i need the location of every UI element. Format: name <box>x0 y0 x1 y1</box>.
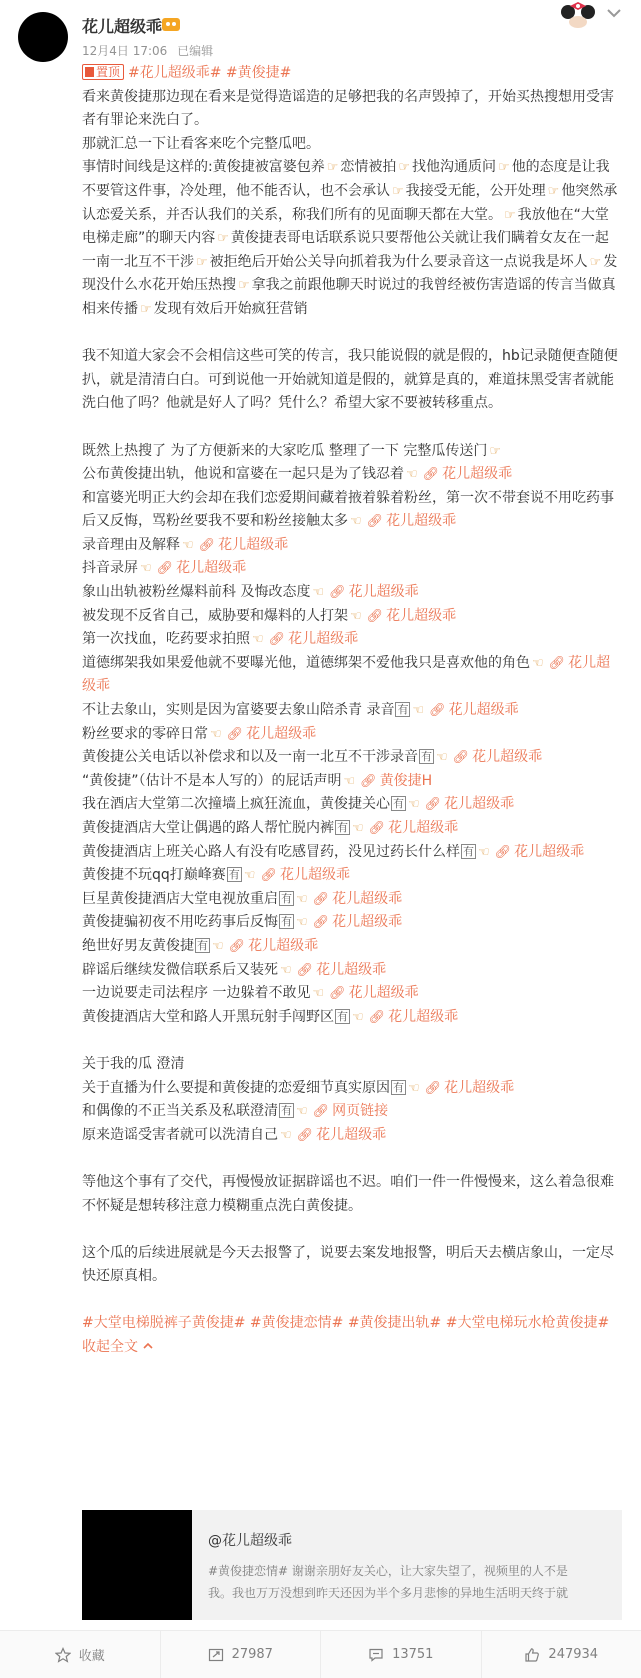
hand-pointing-icon: ☜ <box>243 868 256 884</box>
intro-text: 既然上热搜了 为了方便新来的大家吃瓜 整理了一下 完整瓜传送门 <box>82 442 488 459</box>
has-image-badge: 有 <box>397 703 409 717</box>
paperclip-icon: 🔗︎ <box>422 467 440 483</box>
comment-button[interactable] <box>321 1631 482 1678</box>
evidence-item-text: 巨星黄俊捷酒店大堂电视放重启 <box>82 890 278 907</box>
paperclip-icon: 🔗︎ <box>198 537 216 553</box>
paperclip-icon: 🔗︎ <box>312 1104 330 1120</box>
paperclip-icon: 🔗︎ <box>312 891 330 907</box>
has-image-badge: 有 <box>463 844 474 858</box>
hand-pointing-icon: ☞ <box>547 183 560 199</box>
evidence-item-text: 道德绑架我如果爱他就不要曝光他，道德绑架不爱他我只是喜欢他的角色 <box>82 654 530 671</box>
hand-pointing-icon: ☜ <box>352 821 364 836</box>
paperclip-icon: 🔗︎ <box>329 585 346 601</box>
paperclip-icon: 🔗︎ <box>260 868 277 884</box>
has-image-badge: 有 <box>228 868 240 882</box>
timeline-step: 他突然承认恋爱关系，并否认我们的关系，称我们所有的见面聊天都在大堂。 <box>82 182 618 223</box>
repost-button[interactable] <box>161 1631 322 1678</box>
evidence-item-link[interactable]: 花儿超级乖 <box>388 1008 459 1025</box>
hand-pointing-icon: ☜ <box>182 537 194 553</box>
clarify-item-text: 原来造谣受害者就可以洗清自己 <box>82 1126 278 1143</box>
has-image-badge: 有 <box>281 915 292 929</box>
hand-pointing-icon: ☜ <box>312 986 325 1002</box>
timeline-step: 他的态度是让我不要管这件事，冷处理，他不能否认，也不会承认 <box>82 159 610 199</box>
card-description <box>208 1560 608 1604</box>
clarify-item <box>82 1100 622 1124</box>
paperclip-icon: 🔗︎ <box>296 1127 314 1143</box>
reposted-card[interactable] <box>82 1510 622 1620</box>
evidence-item <box>82 534 622 558</box>
evidence-item-text: 一边说要走司法程序 一边躲着不敢见 <box>82 985 311 1002</box>
avatar[interactable] <box>18 12 68 62</box>
paperclip-icon: 🔗︎ <box>424 1080 442 1096</box>
clarify-item-link[interactable]: 花儿超级乖 <box>316 1126 387 1143</box>
evidence-item-text: 我在酒店大堂第二次撞墙上疯狂流血，黄俊捷关心 <box>82 796 390 813</box>
paperclip-icon: 🔗︎ <box>228 938 246 954</box>
evidence-item-text: 黄俊捷酒店大堂和路人开黑玩射手闯野区 <box>82 1008 334 1025</box>
evidence-item <box>82 746 622 770</box>
pin-icon <box>85 67 94 77</box>
timeline-step: 被拒绝后开始公关导向抓着我为什么要录音这一点说我是坏人 <box>209 253 588 270</box>
evidence-item-link[interactable]: 花儿超级乖 <box>348 985 419 1002</box>
evidence-item-text: 辟谣后继续发微信联系后又装死 <box>82 961 278 978</box>
user-name[interactable]: 花儿超级乖 <box>82 17 163 36</box>
evidence-item <box>82 652 622 699</box>
hand-pointing-icon: ☞ <box>589 254 602 270</box>
timeline-step: 恋情被拍 <box>340 159 397 176</box>
evidence-item <box>82 463 622 487</box>
evidence-item-text: 黄俊捷酒店上班关心路人有没有吃感冒药，没见过药长什么样 <box>82 843 460 860</box>
like-button[interactable] <box>482 1631 641 1678</box>
evidence-item <box>82 557 622 581</box>
paragraph-6: 等他这个事有了交代，再慢慢放证据辟谣也不迟。咱们一件一件慢慢来，这么着急很难不怀疑是想转移注意力模糊重点洗白黄俊捷。 <box>82 1173 614 1214</box>
evidence-item <box>82 605 622 629</box>
evidence-item-text: 黄俊捷不玩qq打巅峰赛 <box>82 867 226 884</box>
paperclip-icon: 🔗︎ <box>424 797 442 813</box>
evidence-item <box>82 723 622 747</box>
hand-pointing-icon: ☞ <box>504 207 516 223</box>
timeline-step: 拿我之前跟他聊天时说过的我曾经被伤害造谣的传言当做真相来传播 <box>82 277 616 317</box>
timeline-step: 黄俊捷被富婆包养 <box>212 159 325 176</box>
clarify-title: 关于我的瓜 澄清 <box>82 1055 185 1072</box>
hand-pointing-icon: ☞ <box>196 254 208 270</box>
hand-pointing-icon: ☜ <box>296 915 308 931</box>
evidence-item-link[interactable]: 花儿超级乖 <box>442 466 513 483</box>
evidence-item-link[interactable]: 花儿超级乖 <box>386 513 457 530</box>
evidence-item-text: 被发现不反省自己，威胁要和爆料的人打架 <box>82 607 348 624</box>
evidence-item <box>82 982 622 1006</box>
evidence-item-text: 录音理由及解释 <box>82 536 180 553</box>
paragraph-5-intro <box>82 440 622 464</box>
hand-pointing-icon: ☞ <box>140 301 152 317</box>
clarify-item <box>82 1077 622 1101</box>
evidence-item-text: 不让去象山，实则是因为富婆要去象山陪杀青 录音 <box>82 702 395 719</box>
has-image-badge: 有 <box>393 797 404 811</box>
hand-pointing-icon: ☜ <box>352 1009 364 1025</box>
action-toolbar <box>0 1630 641 1678</box>
evidence-item <box>82 888 622 912</box>
hand-pointing-icon: ☜ <box>296 1104 308 1120</box>
paperclip-icon: 🔗︎ <box>296 962 314 978</box>
hand-pointing-icon: ☜ <box>408 797 420 813</box>
evidence-item <box>82 628 622 652</box>
paperclip-icon: 🔗︎ <box>366 608 384 624</box>
evidence-item-link[interactable]: 花儿超级乖 <box>82 654 611 695</box>
has-image-badge: 有 <box>281 1104 292 1118</box>
chevron-down-icon[interactable] <box>604 6 624 20</box>
paragraph-2: 那就汇总一下让看客来吃个完整瓜吧。 <box>82 135 320 152</box>
edited-label: 已编辑 <box>177 44 214 58</box>
bottom-hashtags[interactable]: #大堂电梯脱裤子黄俊捷# #黄俊捷恋情# #黄俊捷出轨# #大堂电梯玩水枪黄俊捷# <box>82 1315 610 1332</box>
evidence-item-link[interactable]: 花儿超级乖 <box>246 725 317 742</box>
paragraph-1: 看来黄俊捷那边现在看来是觉得造谣造的足够把我的名声毁掉了，开始买热搜想用受害者有罪论来洗白了。 <box>82 88 614 129</box>
timeline-step: 找他沟通质问 <box>412 159 497 176</box>
hand-pointing-icon: ☜ <box>406 467 418 483</box>
hand-pointing-icon: ☞ <box>398 160 411 176</box>
evidence-item-text: 抖音录屏 <box>82 560 138 577</box>
collapse-label: 收起全文 <box>82 1339 138 1356</box>
hand-pointing-icon: ☞ <box>326 160 339 176</box>
has-image-badge: 有 <box>337 821 348 834</box>
card-desc-line-1: #黄俊捷恋情# 谢谢亲朋好友关心，让大家失望了，视频里的人不是 <box>208 1564 568 1578</box>
paperclip-icon: 🔗︎ <box>494 844 512 860</box>
evidence-item-text: 黄俊捷公关电话以补偿求和以及一南一北互不干涉录音 <box>82 749 418 766</box>
evidence-item <box>82 770 622 794</box>
evidence-item-link[interactable]: 花儿超级乖 <box>448 702 519 719</box>
clarify-item <box>82 1124 622 1148</box>
collapse-button[interactable] <box>82 1336 622 1360</box>
paperclip-icon: 🔗︎ <box>329 986 346 1002</box>
pinned-badge <box>82 64 124 80</box>
favorite-label: 收藏 <box>78 1649 105 1664</box>
evidence-item-link[interactable]: 花儿超级乖 <box>472 749 543 766</box>
evidence-item-text: 公布黄俊捷出轨，他说和富婆在一起只是为了钱忍着 <box>82 466 404 483</box>
clarify-list <box>82 1077 622 1148</box>
top-hashtags[interactable]: #花儿超级乖# #黄俊捷# <box>128 65 292 81</box>
evidence-item-link[interactable]: 花儿超级乖 <box>514 843 585 860</box>
hand-pointing-icon: ☜ <box>350 514 362 530</box>
hand-pointing-icon: ☜ <box>412 703 425 719</box>
hand-pointing-icon: ☞ <box>392 183 404 199</box>
evidence-item-link[interactable]: 花儿超级乖 <box>386 607 457 624</box>
star-icon <box>55 1647 71 1663</box>
hand-pointing-icon: ☞ <box>238 278 250 294</box>
evidence-item <box>82 841 622 865</box>
evidence-item-text: 象山出轨被粉丝爆料前科 及悔改态度 <box>82 584 311 601</box>
has-image-badge: 有 <box>421 750 432 764</box>
evidence-item-text: 绝世好男友黄俊捷 <box>82 937 194 954</box>
hand-pointing-icon: ☜ <box>343 773 356 789</box>
evidence-item-text: 粉丝要求的零碎日常 <box>82 725 208 742</box>
timeline-step: 我放他在“大堂电梯走廊”的聊天内容 <box>82 206 609 247</box>
hand-pointing-icon: ☜ <box>210 726 222 742</box>
paperclip-icon: 🔗︎ <box>366 514 384 530</box>
evidence-item <box>82 487 622 534</box>
card-thumbnail[interactable] <box>82 1510 192 1620</box>
paperclip-icon: 🔗︎ <box>452 750 470 766</box>
hand-pointing-icon: ☜ <box>478 844 490 860</box>
evidence-item-link[interactable]: 花儿超级乖 <box>332 914 403 931</box>
paperclip-icon: 🔗︎ <box>368 821 386 836</box>
evidence-item <box>82 935 622 959</box>
comment-count: 13751 <box>392 1647 434 1662</box>
evidence-item-link[interactable]: 花儿超级乖 <box>332 890 403 907</box>
evidence-item-text: 黄俊捷骗初夜不用吃药事后反悔 <box>82 914 278 931</box>
timeline-step: 黄俊捷表哥电话联系说只要帮他公关就让我们瞒着女友在一起一南一北互不干涉 <box>82 230 609 270</box>
evidence-item-text: 第一次找血，吃药要求拍照 <box>82 631 250 648</box>
timeline-paragraph <box>82 156 622 321</box>
hand-pointing-icon: ☜ <box>252 632 264 648</box>
paperclip-icon: 🔗︎ <box>268 632 286 648</box>
mouse-ears-decoration-icon <box>556 2 600 28</box>
post-timestamp[interactable]: 12月4日 17:06 <box>82 44 168 58</box>
hand-pointing-icon: ☜ <box>296 891 308 907</box>
evidence-item <box>82 793 622 817</box>
thumbs-up-icon <box>524 1647 540 1663</box>
evidence-item-link[interactable]: 花儿超级乖 <box>288 631 359 648</box>
timeline-step: 我接受无能，公开处理 <box>405 182 546 199</box>
chevron-up-icon <box>142 1341 154 1351</box>
evidence-item-link[interactable]: 花儿超级乖 <box>218 536 289 553</box>
hand-pointing-icon: ☜ <box>312 585 325 601</box>
hand-pointing-icon: ☞ <box>489 443 502 459</box>
evidence-item-link[interactable]: 花儿超级乖 <box>444 796 515 813</box>
evidence-item-link[interactable]: 花儿超级乖 <box>348 584 419 601</box>
favorite-button[interactable] <box>0 1631 161 1678</box>
vip-badge-icon <box>162 16 180 32</box>
paperclip-icon: 🔗︎ <box>368 1009 386 1025</box>
clarify-item-link[interactable]: 网页链接 <box>332 1103 389 1120</box>
comment-icon <box>368 1647 384 1663</box>
hand-pointing-icon: ☜ <box>436 750 448 766</box>
paperclip-icon: 🔗︎ <box>226 726 244 742</box>
paperclip-icon: 🔗︎ <box>156 561 174 577</box>
evidence-item-link[interactable]: 黄俊捷H <box>379 772 433 789</box>
hand-pointing-icon: ☜ <box>280 1127 292 1143</box>
evidence-item-text: 黄俊捷酒店大堂让偶遇的路人帮忙脱内裤 <box>82 820 334 836</box>
has-image-badge: 有 <box>393 1080 404 1094</box>
card-desc-line-2: 我。我也万万没想到昨天还因为半个多月悲惨的异地生活明天终于就 <box>208 1586 569 1600</box>
hand-pointing-icon: ☜ <box>212 938 224 954</box>
card-title[interactable]: @花儿超级乖 <box>208 1533 292 1549</box>
hand-pointing-icon: ☜ <box>140 561 152 577</box>
post-meta <box>82 42 219 59</box>
paragraph-4: 我不知道大家会不会相信这些可笑的传言，我只能说假的就是假的，hb记录随便查随便扒，就是清清白白。可到说他一开始就知道是假的，就算是真的，难道抹黑受害者就能洗白他了吗？他就是好人了吗？凭什么？希望大家不要被转移重点。 <box>82 348 618 412</box>
paperclip-icon: 🔗︎ <box>312 915 330 931</box>
evidence-item <box>82 817 622 841</box>
timeline-lead: 事情时间线是这样的: <box>82 159 213 176</box>
evidence-item <box>82 1006 622 1030</box>
hand-pointing-icon: ☞ <box>217 231 229 247</box>
timeline-step: 发现有效后开始疯狂营销 <box>153 300 308 317</box>
clarify-item-text: 和偶像的不正当关系及私联澄清 <box>82 1103 278 1120</box>
evidence-item-text: “黄俊捷”（估计不是本人写的）的屁话声明 <box>82 772 342 789</box>
has-image-badge: 有 <box>197 938 208 952</box>
evidence-item-link[interactable]: 花儿超级乖 <box>248 937 319 954</box>
hand-pointing-icon: ☜ <box>532 655 544 671</box>
post-content <box>82 62 622 1360</box>
has-image-badge: 有 <box>337 1009 348 1023</box>
paragraph-7: 这个瓜的后续进展就是今天去报警了，说要去案发地报警，明后天去横店象山，一定尽快还原真相。 <box>82 1244 614 1285</box>
evidence-item <box>82 581 622 605</box>
evidence-item <box>82 864 622 888</box>
timeline-step: 发现没什么水花开始压热搜 <box>82 253 618 294</box>
evidence-item-link[interactable]: 花儿超级乖 <box>279 867 350 884</box>
paperclip-icon: 🔗︎ <box>548 655 566 671</box>
repost-icon <box>208 1647 224 1663</box>
evidence-item <box>82 959 622 983</box>
evidence-item-link[interactable]: 花儿超级乖 <box>176 560 247 577</box>
hand-pointing-icon: ☜ <box>350 608 362 624</box>
paperclip-icon: 🔗︎ <box>360 773 377 789</box>
like-count: 247934 <box>548 1647 599 1662</box>
paperclip-icon: 🔗︎ <box>429 703 446 719</box>
clarify-item-link[interactable]: 花儿超级乖 <box>444 1079 515 1096</box>
repost-count: 27987 <box>231 1647 273 1662</box>
top-tags-line <box>82 62 622 86</box>
has-image-badge: 有 <box>281 891 292 905</box>
evidence-item-text: 和富婆光明正大约会却在我们恋爱期间藏着掖着躲着粉丝，第一次不带套说不用吃药事后又反悔，骂粉丝要我不要和粉丝接触太多 <box>82 489 614 530</box>
clarify-item-text: 关于直播为什么要提和黄俊捷的恋爱细节真实原因 <box>82 1079 390 1096</box>
evidence-item <box>82 699 622 723</box>
hand-pointing-icon: ☜ <box>280 962 292 978</box>
hand-pointing-icon: ☜ <box>408 1080 420 1096</box>
hand-pointing-icon: ☞ <box>498 160 510 176</box>
pinned-label: 置顶 <box>96 65 121 79</box>
evidence-item-link[interactable]: 花儿超级乖 <box>316 961 387 978</box>
evidence-item <box>82 911 622 935</box>
evidence-list <box>82 463 622 1029</box>
evidence-item-link[interactable]: 花儿超级乖 <box>388 820 459 836</box>
